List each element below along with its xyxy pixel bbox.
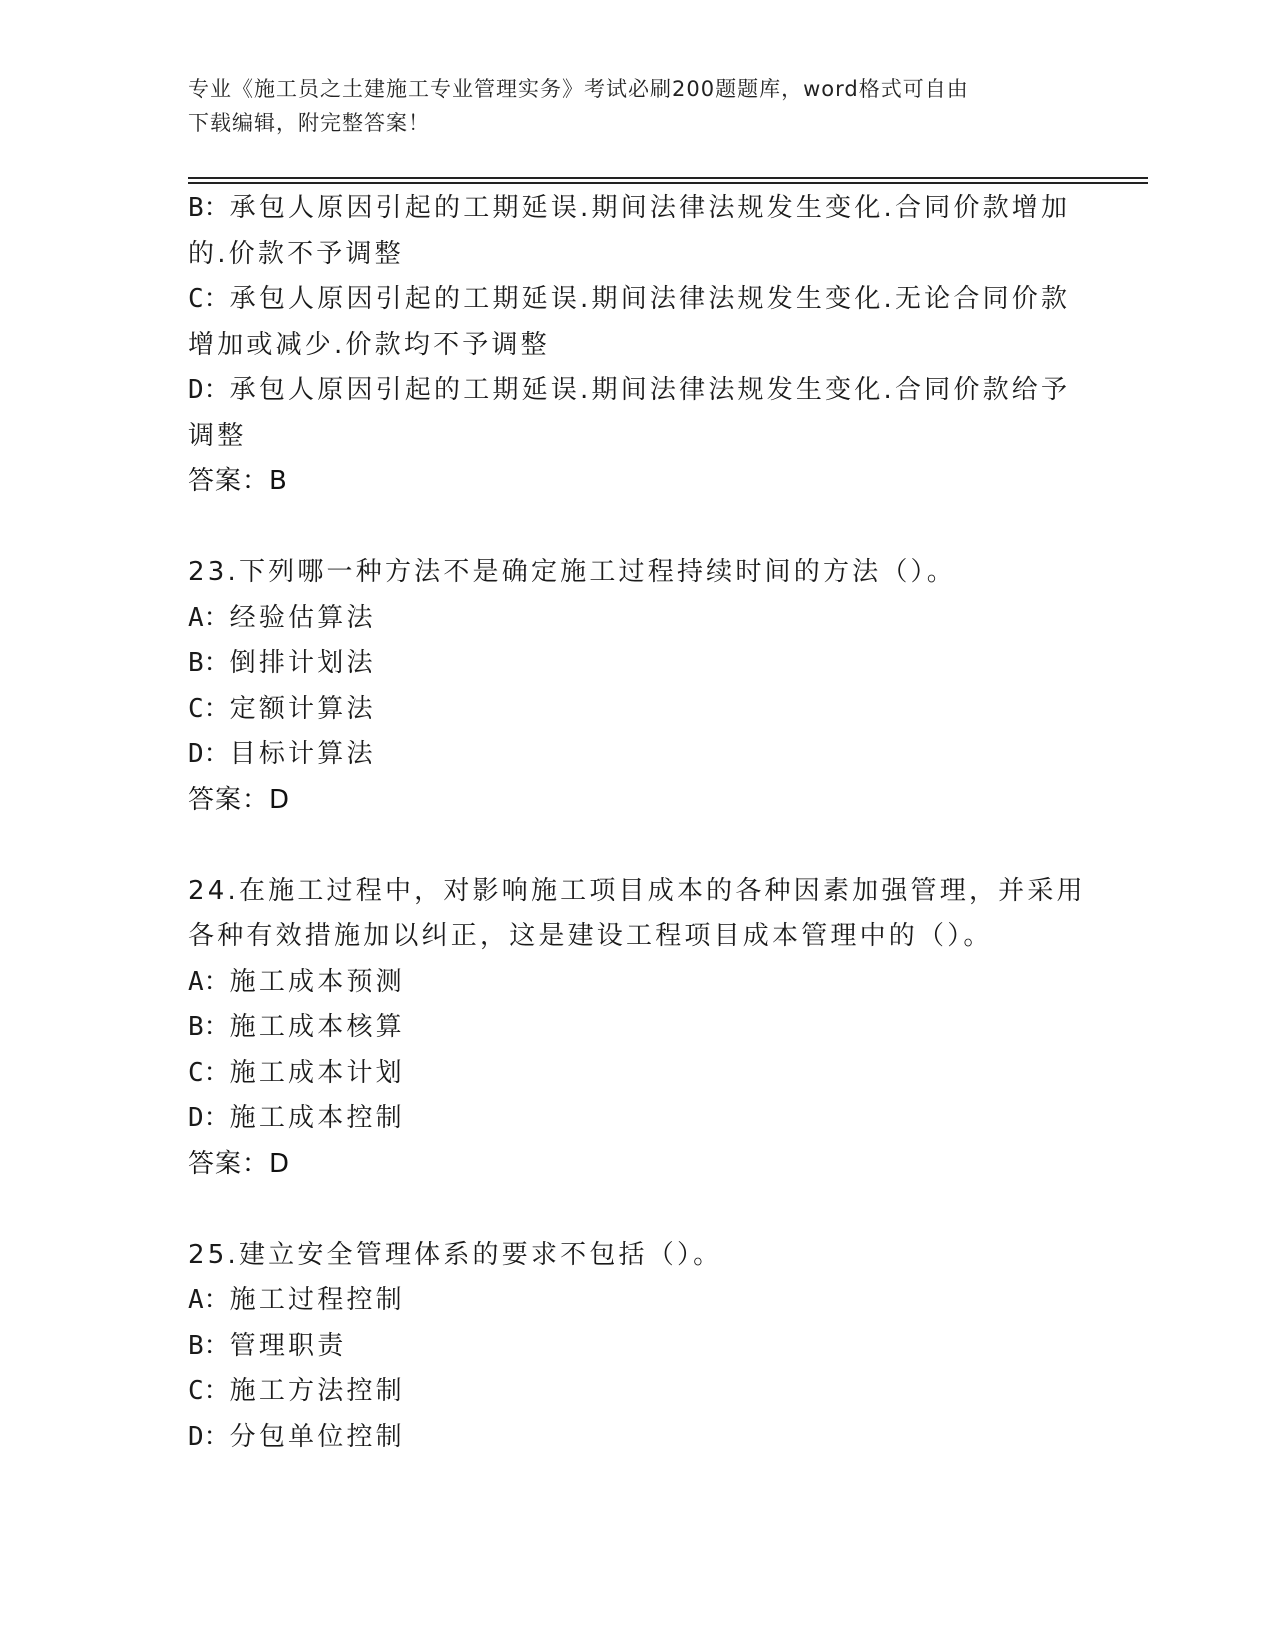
option-text: 目标计算法 [229,739,376,769]
option-c [188,1051,1088,1097]
option-text: 承包人原因引起的工期延误.期间法律法规发生变化.无论合同价款 [229,284,1071,314]
option-text: 承包人原因引起的工期延误.期间法律法规发生变化.合同价款增加 [229,193,1071,223]
option-c-line-1 [188,277,1088,323]
question-stem: 25.建立安全管理体系的要求不包括（）。 [188,1239,723,1270]
option-b-line-2: 的.价款不予调整 [188,238,404,269]
question-stem-line-2: 各种有效措施加以纠正，这是建设工程项目成本管理中的（）。 [188,921,993,951]
option-label: C： [188,284,230,314]
option-label: A： [188,602,230,633]
answer-line: 答案：D [188,784,291,815]
option-text: 管理职责 [229,1330,347,1361]
option-b [188,1005,1088,1051]
option-label: B： [188,1012,230,1042]
question-stem: 23.下列哪一种方法不是确定施工过程持续时间的方法（）。 [188,557,956,587]
header-divider-bottom [188,182,1148,184]
option-d [188,1096,1088,1142]
option-text: 施工成本预测 [229,966,405,997]
option-a [188,596,1088,642]
option-text: 施工成本控制 [229,1103,405,1133]
option-label: D： [188,1421,230,1452]
question-spacer [188,823,1088,869]
document-header [188,72,1068,140]
option-d [188,1415,1088,1461]
option-label: D： [188,375,230,405]
question-stem-line-1: 24.在施工过程中，对影响施工项目成本的各种因素加强管理，并采用 [188,875,1086,906]
option-text: 定额计算法 [229,693,376,724]
option-d-line-1 [188,368,1088,414]
option-label: C： [188,1057,230,1088]
option-text: 施工成本计划 [229,1057,405,1088]
option-text: 分包单位控制 [229,1421,405,1452]
header-title-line-2: 下载编辑，附完整答案！ [188,111,430,135]
option-text: 施工成本核算 [229,1012,405,1042]
question-spacer [188,505,1088,551]
option-text: 经验估算法 [229,602,376,633]
option-b [188,1324,1088,1370]
option-c [188,1369,1088,1415]
option-b-line-1 [188,186,1088,232]
question-spacer [188,1187,1088,1233]
header-title-line-1: 专业《施工员之土建施工专业管理实务》考试必刷200题题库，word格式可自由 [188,77,969,101]
previous-question-options [188,186,1088,505]
option-c-line-2: 增加或减少.价款均不予调整 [188,329,550,360]
option-label: B： [188,1330,230,1361]
option-d-line-2: 调整 [188,420,247,451]
option-b [188,641,1088,687]
option-a [188,1278,1088,1324]
answer-line: 答案：D [188,1148,291,1179]
option-text: 施工方法控制 [229,1376,405,1406]
option-label: C： [188,1376,230,1406]
option-d [188,732,1088,778]
header-divider-top [188,177,1148,179]
option-label: D： [188,1103,230,1133]
option-label: D： [188,739,230,769]
option-label: B： [188,193,230,223]
option-label: A： [188,966,230,997]
option-label: C： [188,693,230,724]
option-text: 承包人原因引起的工期延误.期间法律法规发生变化.合同价款给予 [229,375,1071,405]
question-23 [188,550,1088,823]
question-25 [188,1233,1088,1461]
option-text: 施工过程控制 [229,1285,405,1315]
option-label: A： [188,1285,230,1315]
document-body [188,186,1088,1460]
question-24 [188,869,1088,1188]
option-text: 倒排计划法 [229,648,376,678]
option-a [188,960,1088,1006]
option-label: B： [188,648,230,678]
option-c [188,687,1088,733]
answer-line: 答案：B [188,466,288,496]
